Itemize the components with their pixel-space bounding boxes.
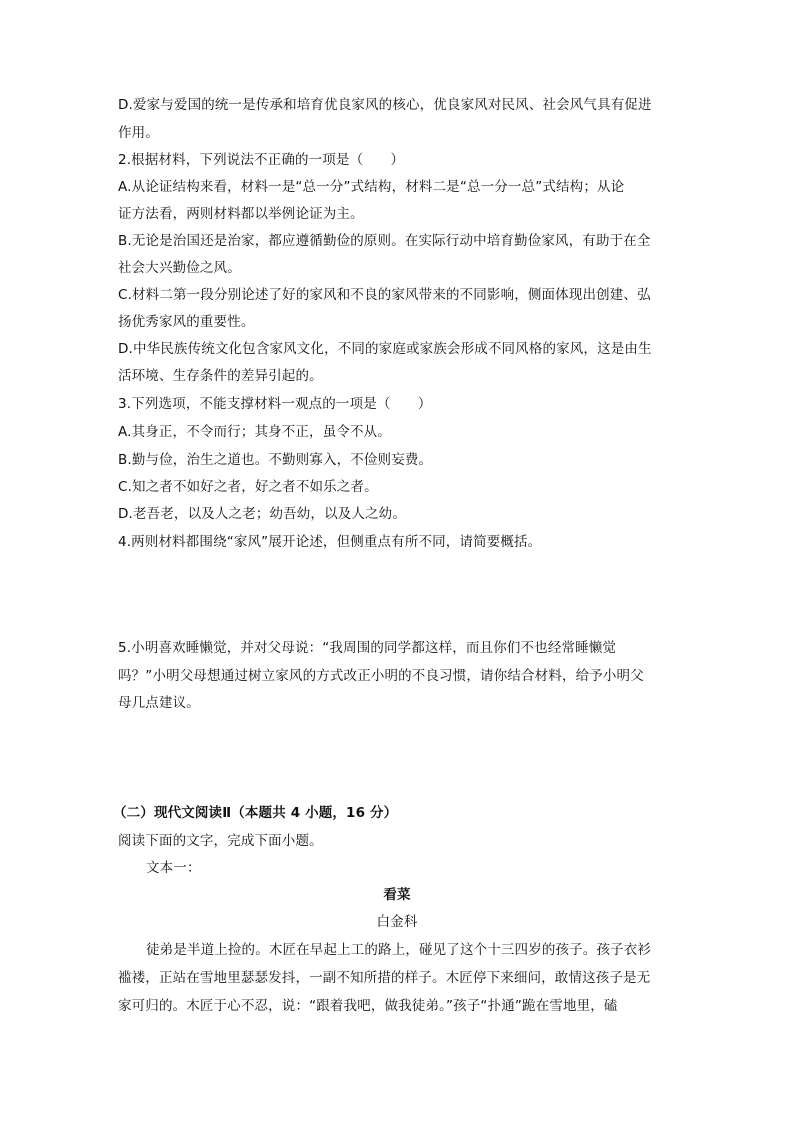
q1-option-d-line2: 作用。	[118, 125, 159, 141]
story-para-line1: 徒弟是半道上捡的。木匠在早起上工的路上，碰见了这个十三四岁的孩子。孩子衣衫	[146, 942, 652, 958]
story-author: 白金科	[376, 914, 418, 930]
q3-option-a: A.其身正，不令而行；其身不正，虽令不从。	[118, 424, 391, 440]
q2-option-c-line1: C.材料二第一段分别论述了好的家风和不良的家风带来的不同影响，侧面体现出创建、弘	[118, 287, 651, 303]
q2-option-d-line2: 活环境、生存条件的差异引起的。	[118, 368, 323, 384]
q2-option-a-line1: A.从论证结构来看，材料一是“总一分”式结构，材料二是“总一分一总”式结构；从论	[118, 179, 625, 195]
q3-option-d: D.老吾老，以及人之老；幼吾幼，以及人之幼。	[118, 506, 406, 522]
story-title: 看菜	[383, 887, 411, 903]
q3-stem: 3.下列选项，不能支撑材料一观点的一项是（ ）	[118, 396, 432, 412]
q4-stem: 4.两则材料都围绕“家风”展开论述，但侧重点有所不同，请简要概括。	[118, 534, 542, 550]
q2-option-b-line1: B.无论是治国还是治家，都应遵循勤俭的原则。在实际行动中培育勤俭家风，有助于在全	[118, 233, 651, 249]
q2-option-d-line1: D.中华民族传统文化包含家风文化，不同的家庭或家族会形成不同风格的家风，这是由生	[118, 341, 652, 357]
q5-line3: 母几点建议。	[118, 695, 200, 711]
story-para-line2: 褴褛，正站在雪地里瑟瑟发抖，一副不知所措的样子。木匠停下来细问，敢情这孩子是无	[118, 970, 651, 986]
story-para-line3: 家可归的。木匠于心不忍，说：“跟着我吧，做我徒弟。”孩子“扑通”跪在雪地里，磕	[118, 998, 618, 1014]
q5-line2: 吗？”小明父母想通过树立家风的方式改正小明的不良习惯，请你结合材料，给予小明父	[118, 668, 644, 684]
section2-title: （二）现代文阅读Ⅱ（本题共 4 小题，16 分）	[113, 805, 398, 821]
q2-stem: 2.根据材料，下列说法不正确的一项是（ ）	[118, 152, 405, 168]
q2-option-a-line2: 证方法看，两则材料都以举例论证为主。	[118, 206, 364, 222]
q2-option-b-line2: 社会大兴勤俭之风。	[118, 260, 241, 276]
q3-option-c: C.知之者不如好之者，好之者不如乐之者。	[118, 479, 378, 495]
section2-text-label: 文本一：	[146, 860, 201, 876]
q5-line1: 5.小明喜欢睡懒觉，并对父母说：“我周围的同学都这样，而且你们不也经常睡懒觉	[118, 640, 617, 656]
q2-option-c-line2: 扬优秀家风的重要性。	[118, 314, 255, 330]
section2-instruction: 阅读下面的文字，完成下面小题。	[118, 833, 323, 849]
q1-option-d-line1: D.爱家与爱国的统一是传承和培育优良家风的核心，优良家风对民风、社会风气具有促进	[118, 97, 652, 113]
q3-option-b: B.勤与俭，治生之道也。不勤则寡入，不俭则妄费。	[118, 452, 433, 468]
